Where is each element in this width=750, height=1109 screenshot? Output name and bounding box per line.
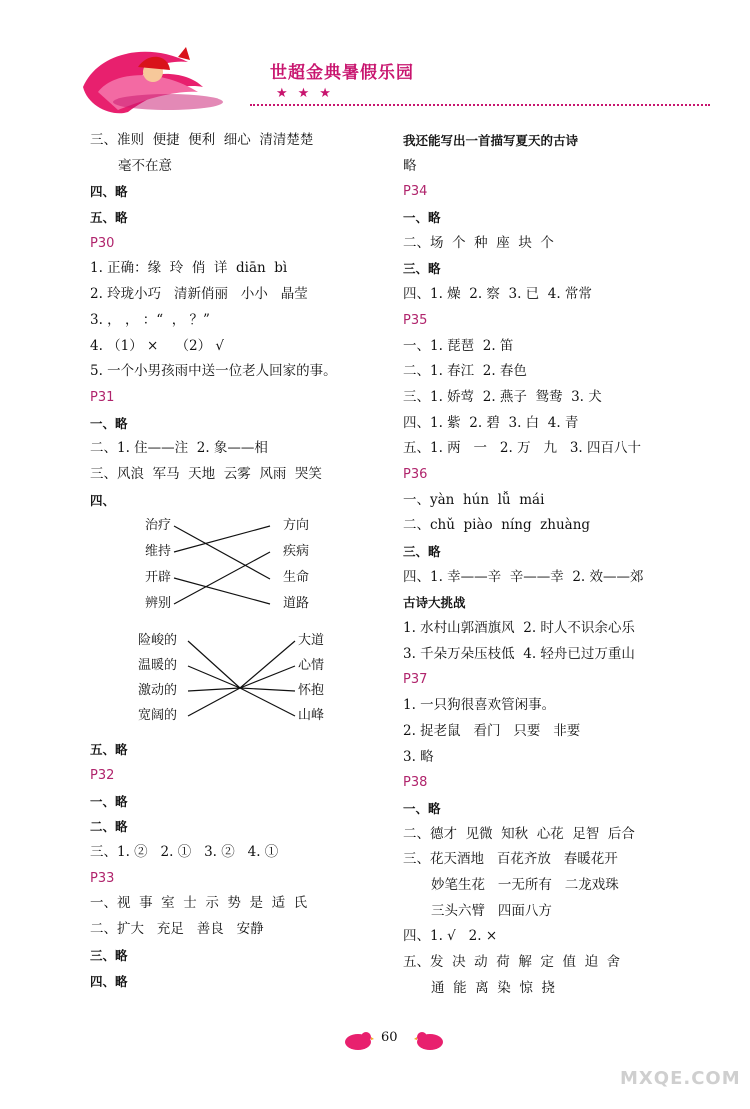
right-answer-line: 二、场 个 种 座 块 个: [403, 234, 554, 251]
match1-left-2: 维持: [145, 544, 172, 560]
match2-left-4: 宽阔的: [138, 708, 178, 724]
left-answer-line: 三、风浪 军马 天地 云雾 风雨 哭笑: [90, 465, 322, 482]
right-answer-line: 3. 千朵万朵压枝低 4. 轻舟已过万重山: [403, 645, 635, 662]
match1-right-4: 道路: [283, 596, 310, 612]
match1-left-3: 开辟: [145, 570, 172, 586]
left-answer-line: 四、略: [90, 184, 128, 200]
match1-left-1: 治疗: [145, 518, 172, 534]
matching-lines-1: [90, 513, 380, 619]
match1-right-2: 疾病: [283, 544, 310, 560]
right-answer-line: 五、发 决 动 荷 解 定 值 迫 舍: [403, 954, 621, 970]
right-answer-line: 一、yàn hún lǚ mái: [403, 491, 545, 508]
match1-left-4: 辨别: [145, 596, 172, 612]
left-answer-line: 一、视 事 室 士 示 势 是 适 氏: [90, 895, 308, 912]
left-column: [90, 128, 380, 994]
left-page-label: P33: [90, 870, 115, 886]
right-answer-line: 三、略: [403, 261, 441, 277]
match2-right-4: 山峰: [298, 708, 325, 724]
right-answer-line: 四、1. 幸——辛 辛——幸 2. 效——郊: [403, 568, 644, 585]
left-answer-line: 4. （1） × （2） √: [90, 337, 225, 354]
right-answer-line: 四、1. √ 2. ×: [403, 928, 498, 945]
page-header: [70, 38, 710, 118]
left-answer-line: 3. ， ， ：“ ， ？”: [90, 311, 210, 328]
matching-lines-2: [90, 633, 380, 737]
left-page-label: P32: [90, 768, 115, 783]
right-answer-line: 我还能写出一首描写夏天的古诗: [403, 133, 579, 148]
left-answer-line: 一、略: [90, 415, 128, 431]
left-answer-line: 四、略: [90, 973, 128, 989]
left-answer-line: 五、略: [90, 742, 128, 758]
right-page-label: P38: [403, 775, 428, 791]
right-answer-line: 3. 略: [403, 748, 434, 765]
header-divider: [250, 104, 710, 106]
right-answer-line: 三、花天酒地 百花齐放 春暖花开: [403, 851, 618, 868]
left-page-label: P30: [90, 235, 115, 251]
bird-right-icon: [414, 1029, 448, 1051]
bird-left-icon: [340, 1029, 374, 1051]
match1-right-1: 方向: [283, 518, 310, 534]
watermark-text: MXQE.COM: [620, 1068, 741, 1089]
left-answer-line: 五、略: [90, 210, 128, 226]
left-answer-line: 三、略: [90, 947, 128, 963]
right-answer-line: 1. 水村山郭酒旗风 2. 时人不识余心乐: [403, 620, 635, 637]
right-answer-line: 1. 一只狗很喜欢管闲事。: [403, 697, 556, 714]
brand-title: 世超金典暑假乐园: [270, 63, 414, 83]
page-number: 60: [381, 1030, 398, 1045]
right-answer-line: 二、德才 见微 知秋 心花 足智 后合: [403, 825, 635, 842]
match2-left-2: 温暖的: [138, 658, 178, 674]
left-page-label: P31: [90, 389, 115, 405]
left-answer-line: 二、扩大 充足 善良 安静: [90, 921, 264, 938]
right-answer-line: 略: [403, 157, 417, 174]
right-answer-line: 四、1. 燥 2. 察 3. 已 4. 常常: [403, 286, 592, 303]
page-footer: [340, 1027, 450, 1051]
right-answer-line: 古诗大挑战: [403, 595, 466, 611]
left-answer-line: 1. 正确：缘 玲 俏 详 diān bì: [90, 260, 288, 277]
left-answer-line: 三、1. ② 2. ① 3. ② 4. ①: [90, 844, 279, 861]
right-answer-line: 二、1. 春江 2. 春色: [403, 363, 527, 380]
right-answer-line: 五、1. 两 一 2. 万 九 3. 四百八十: [403, 440, 642, 457]
left-answer-line: 四、: [90, 492, 116, 508]
right-answer-line: 一、略: [403, 210, 441, 226]
right-answer-line: 四、1. 紫 2. 碧 3. 白 4. 青: [403, 414, 579, 431]
right-answer-line: 一、略: [403, 800, 441, 816]
left-answer-line: 二、1. 住——注 2. 象——相: [90, 440, 268, 457]
match2-right-1: 大道: [298, 633, 325, 649]
right-answer-line: 通 能 离 染 惊 挠: [431, 979, 555, 996]
right-answer-line: 妙笔生花 一无所有 二龙戏珠: [431, 876, 619, 893]
left-answer-line: 2. 玲珑小巧 清新俏丽 小小 晶莹: [90, 286, 308, 303]
right-page-label: P35: [403, 312, 428, 328]
left-answer-line: 二、略: [90, 819, 128, 835]
right-answer-line: 三、1. 娇莺 2. 燕子 鸳鸯 3. 犬: [403, 388, 602, 405]
matching-exercise-2: [90, 633, 380, 737]
right-answer-line: 三、略: [403, 544, 441, 559]
right-answer-line: 2. 捉老鼠 看门 只要 非要: [403, 722, 581, 739]
left-answer-line: 三、准则 便捷 便利 细心 清清楚楚: [90, 132, 314, 148]
left-answer-line: 毫不在意: [118, 157, 172, 174]
right-answer-line: 二、chǔ piào níng zhuàng: [403, 517, 591, 534]
brand-stars: ★★★: [276, 86, 341, 101]
right-answer-line: 一、1. 琵琶 2. 笛: [403, 337, 514, 354]
left-answer-line: 5. 一个小男孩雨中送一位老人回家的事。: [90, 363, 337, 380]
summer-fun-logo: [78, 42, 268, 122]
match2-left-3: 激动的: [138, 683, 178, 699]
right-page-label: P34: [403, 184, 428, 200]
right-page-label: P37: [403, 672, 428, 688]
match2-right-2: 心情: [298, 658, 325, 674]
right-column: [403, 128, 703, 1001]
match2-left-1: 险峻的: [138, 633, 178, 649]
match1-right-3: 生命: [283, 570, 310, 586]
match2-right-3: 怀抱: [298, 683, 325, 699]
right-answer-line: 三头六臂 四面八方: [431, 902, 552, 919]
right-page-label: P36: [403, 466, 428, 482]
matching-exercise-1: [90, 513, 380, 619]
left-answer-line: 一、略: [90, 793, 128, 809]
